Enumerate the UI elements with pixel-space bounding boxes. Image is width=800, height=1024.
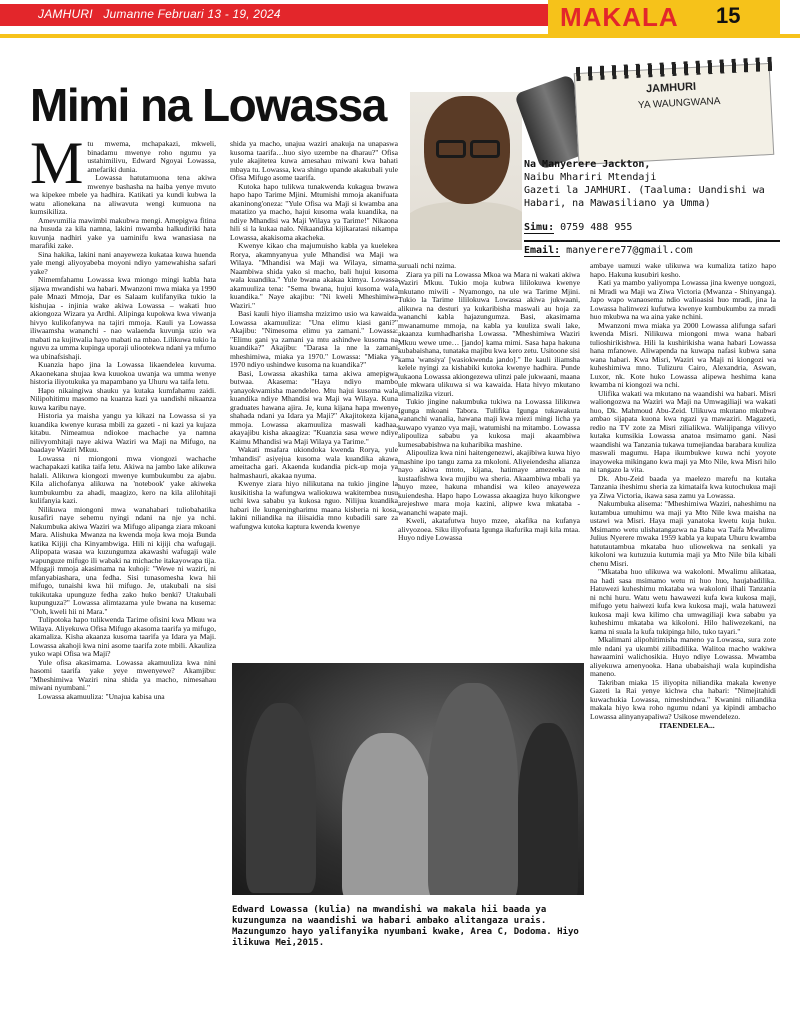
paragraph: shida ya macho, unajua waziri anakuja na unapaswa kusoma taarifa…huo siyo uzembe na dharau?" Ofisa yule akajitetea kuwa amesahau miwani kwa bahati mbaya tu. Lowassa, kwa shingo upande akakubali yule Ofisa Mifugo asome taarifa. — [230, 140, 398, 182]
photo-person-center — [342, 733, 432, 895]
paragraph: Tulipotoka hapo tulikwenda Tarime ofisini kwa Mkuu wa Wilaya. Aliyekuwa Ofisa Mifugo akasoma taarifa ya mifugo, akamaliza. Kisha akaanza kusoma taarifa ya Idara ya Maji. Lowassa akahoji kwa nini asome taarifa zote mbili. Akauliza yuko wapi Ofisa wa Maji? — [30, 615, 216, 658]
article-column-4 — [590, 262, 776, 982]
paragraph: Mkalimani alipohitimisha maneno ya Lowassa, sura zote mle ndani ya ukumbi zilibadilika. Walitoa macho wakiwa hawaamini walichosikia. Huyo ndiye Lowassa. Mwamba aliyekuwa amenyooka. Hana ubabaishaji wala kupindisha maneno. — [590, 635, 776, 678]
photo-person-right — [428, 683, 518, 895]
paragraph: Lowassa akamuuliza: "Unajua kabisa una — [38, 691, 165, 701]
phone-number[interactable]: 0759 488 955 — [560, 222, 633, 233]
paragraph: Kutoka hapo tulikwa tunakwenda kukagua bwawa hapo hapo Tarime Mjini. Mtumishi mmoja akanifuata akaninong'oneza: "Yule Ofisa wa Maji si kwamba ana matatizo ya macho, hajui kusoma wala kuandika, na ndiye Mhandisi wa Maji Wilaya ya Tarime!" Nikaona hili si la kukaa nalo. Nikaandika kijikaratasi nikampa Lowassa, akakisoma akacheka. — [230, 181, 398, 242]
portrait-glasses-right — [470, 140, 500, 158]
author-role: Naibu Mhariri Mtendaji — [524, 172, 657, 183]
paragraph: Mwanzoni mwa miaka ya 2000 Lowassa alifunga safari kwenda Misri. Nilikuwa miongoni mwa wana habari tulioshirikishwa. Hili la kushirikisha wana habari Lowassa hana mfanowe. Aliwapenda na kuwapa nafasi kubwa sana wana habari. Kwa Misri, Waziri wa Maji ni kiongozi wa kuheshimiwa mno. Tulizuru Cairo, Alexandria, Aswan, Luxor, nk. Kote huko Lowassa alipewa heshima kana kwamba ni kiongozi wa nchi. — [590, 320, 776, 389]
paragraph: Takriban miaka 15 iliyopita niliandika makala kwenye Gazeti la Rai yenye kichwa cha habari: "Nimejitahidi kuwachukia Lowassa, nimeshindwa." Kwanini niliandika makala hiyo kwa roho ngumu ndani ya kipindi ambacho Lowassa alinyanyapaliwa? Usikose mwendelezo. — [590, 677, 776, 721]
byline — [524, 158, 780, 210]
notebook-title: JAMHURI — [645, 80, 697, 96]
masthead-underline — [0, 34, 800, 38]
email-row — [524, 245, 780, 259]
paragraph: Nakumbuka alisema: "Mheshimiwa Waziri, naheshimu na kutambua umuhimu wa maji ya Mto Nile kwa maisha na ustawi wa Misri. Haya maji yanatoka kwetu kuja huku. Msimamo wetu ulishatangazwa na Baba wa Taifa Mwalimu Julius Nyerere mwaka 1959 kabla ya kupata Uhuru kwamba hatutautambua mkataba huo uliowekwa na senkali ya kikoloni wa kutuzuia kutumia maji ya Mto Nile bila kibali chenu Misri. — [590, 499, 776, 568]
masthead-issue-line — [38, 7, 281, 21]
paper-name: JAMHURI — [38, 7, 93, 21]
page-number: 15 — [716, 3, 741, 28]
author-portrait — [410, 92, 522, 250]
paragraph: Dk. Abu-Zeid baada ya maelezo marefu na kutaka Tanzania iheshimu sheria za kimataifa kwa kutochukua maji ya Ziwa Victoria, ikawa sasa zamu ya Lowassa. — [590, 473, 776, 500]
headline: Mimi na Lowassa — [30, 79, 386, 131]
email-address[interactable]: manyerere77@gmail.com — [566, 245, 693, 256]
phone-row — [524, 222, 780, 236]
paragraph: tu mwema, mchapakazi, mkweli, binadamu mwenye roho ngumu ya ustahimilivu, Edward Ngoyai Lowassa, amefariki dunia. — [87, 140, 216, 174]
paragraph: ambaye uamuzi wake ulikuwa wa kumaliza tatizo hapo hapo. Hakuna kusubiri kesho. — [590, 262, 776, 279]
photo-person-background — [518, 723, 578, 895]
paragraph: Kwenye kikao cha majumuisho kabla ya kuelekea Rorya, akamnyanyua yule Mhandisi wa Maji wa Wilaya. "Mhandisi wa Maji wa Wilaya, simama. Naambiwa shida yako si macho, bali hujui kusoma wala kuandika." Yule bwana akakaa kimya. Lowassa akamuuliza tena: "Sema bwana, hujui kusoma wala kuandika." Naye akajibu: "Ni kweli Mheshimiwa Waziri." — [230, 241, 398, 310]
paragraph: Kati ya mambo yaliyompa Lowassa jina kwenye uongozi, ni Mradi wa Maji wa Ziwa Victoria (Mwanza - Shinyanga). Japo wapo wanaosema ndio walioasisi huo mradi, jina la Lowassa halinwezi kufutwa kwenye kumbukumbu za mradi huo mkubwa na wa aina yake nchini. — [590, 278, 776, 321]
article-column-2 — [230, 140, 398, 655]
article-column-3 — [398, 262, 580, 655]
photo-person-left — [246, 703, 316, 893]
paragraph: Basi, Lowassa akashika tama akiwa amepigwa butwaa. Akasema: "Haya ndiyo mambo yanayokwamisha maendeleo. Mtu hajui kusoma wala kuandika ndiye Mhandisi wa Maji wa Wilaya. Kuna graduates hawana ajira. Je, kuna kijana hapa mwenye shahada ndani ya Idara ya Maji?" Akajitokeza kijana mmoja. Lowassa akamuuliza maswali kadhaa, akayajibu kisha akaagiza: "Kuanzia sasa wewe ndiye Kaimu Mhandisi wa Maji Wilaya ya Tarime." — [230, 368, 398, 446]
to-be-continued: ITAENDELEA... — [659, 721, 715, 730]
portrait-glasses-left — [436, 140, 466, 158]
author-contact — [524, 222, 780, 259]
paragraph: Lowassa hatutamuona tena akiwa mwenye bashasha na haiba yenye mvuto wa kipekee mbele ya hadhira. Katikati ya kundi kubwa la watu alionekana na aliwavuta wengi kumuona na kumsikiliza. — [30, 173, 216, 216]
paragraph: Yule ofisa akasimama. Lowassa akamuuliza kwa nini hasomi taarifa yake yeye mwenyewe? Akamjibu: "Mheshimiwa Waziri nina shida ya macho, nimesahau miwani nyumbani." — [30, 657, 216, 692]
contact-divider — [524, 240, 780, 242]
paragraph: Historia ya maisha yangu ya kikazi na Lowassa si ya kuandika kwenye kurasa mbili za gazeti - ni kazi ya kujaza kitabu. Nimeamua ndiokoe machache ya namna nilivyomhitaji naye akiwa Waziri wa Maji na Mifugo, na baadaye Waziri Mkuu. — [30, 411, 216, 454]
author-credentials: Gazeti la JAMHURI. (Taaluma: Uandishi wa Habari, na Mawasiliano ya Umma) — [524, 185, 765, 209]
notebook-subtitle: YA WAUNGWANA — [637, 95, 721, 112]
masthead — [0, 0, 800, 34]
paragraph: Nimemfahamu Lowassa kwa miongo mingi kabla hata sijawa mwandishi wa habari. Mwanzoni mwa miaka ya 1990 pale Mnazi Mmoja, Dar es Salaam kulifanyika tukio la kishujaa - injinia wake akiwa Lowassa – wakati huo akiongoza Wizara ya Ardhi. Alipinga kupokwa kwa viwanja hivyo kulikofanywa na tajiri mmoja. Kauli ya Lowassa iliwaamsha wananchi - nao walaenda kuvunja uzio wa mabati na kujitwalia hayo mabati na mbao. Lilikuwa tukio la nguvu za umma kupinga uporaji uliootekwa ndani ya mfumo wa ubinafsishaji. — [30, 275, 216, 361]
paragraph: suruali nchi nzima. — [398, 262, 456, 270]
email-label: Email: — [524, 245, 561, 256]
paragraph: Tukio jingine nakumbuka tukiwa na Lowassa lilikuwa Igunga mkoani Tabora. Tulifika Igunga tukawakuta wananchi wanalia, hawana maji kwa miezi mingi licha ya kuwapo vyanzo vya maji, watumishi na mitambo. Lowassa alipouliza sababu ya kukosa maji akaambiwa kumesababishwa na kuharibika mashine. — [398, 397, 580, 449]
section-title: MAKALA — [560, 2, 679, 32]
paragraph: Kuanzia hapo jina la Lowassa likaendelea kuvuma. Akaonekana shujaa kwa kuuokoa uwanja wa umma wenye historia iliyotukuka ya mapambano ya Uhuru wa taifa letu. — [30, 360, 216, 386]
issue-date: Jumanne Februari 13 - 19, 2024 — [103, 7, 281, 21]
phone-label: Simu: — [524, 222, 555, 233]
portrait-shirt — [410, 202, 522, 250]
paragraph: Lowassa ni miongoni mwa viongozi wachache wachapakazi katika taifa letu. Akiwa na jambo lake alikuwa halali. Alikuwa kiongozi mwenye kumbukumbu za ajabu. Kila alichofanya alikuwa na 'notebook' yake akiweka kumbukumbu za ahadi, maagizo, kero na kila alilohitaji kulifanyia kazi. — [30, 453, 216, 505]
paragraph: "Mkataba huo ulikuwa wa wakoloni. Mwalimu alikataa, na hadi sasa msimamo wetu ni huo huo, haujabadilika. Hatuwezi kuheshimu mkataba wa wakoloni ilhali Tanzania ni nchi huru. Watu wetu hawawezi kufa kwa kukosa maji, mifugo yetu haiwezi kufa kwa kukosa maji, wala hatuwezi kukosa maji kwa kilimo cha umwagiliaji kwa sababu ya kuheshimu mkataba wa kikoloni. Hilo haliwezekani, na kama ni suala la kufa tukipinga hilo, tuko tayari." — [590, 567, 776, 636]
paragraph: Alipouliza kwa nini haitengenezwi, akajibiwa kuwa hiyo mashine ipo tangu zama za mkoloni. Aliyeiendesha alianza nayo akiwa mtoto, kijana, hatimaye amezeeka na kustaafishwa kwa mujibu wa sheria. Akaambiwa mbali ya huyo mzee, hakuna mhandisi wa kileo anayeweza kuiendesha. Hapo hapo Lowassa akaagiza huyo kikongwe arejeshwe mara moja kazini, alipwe kwa mkataba - wananchi wapate maji. — [398, 448, 580, 517]
paragraph: Sina hakika, lakini nani anayeweza kukataa kuwa huenda yale mengi aliyoyabeba moyoni ndiyo yamewahisha safari yake? — [30, 249, 216, 276]
paragraph: Basi kauli hiyo iliamsha mzizimo usio wa kawaida. Lowassa akamuuliza: "Una elimu kiasi gani?" Akajibu: "Nimesoma elimu ya zamani." Lowassa: "Elimu gani ya zamani ya mtu ashindwe kusoma na kuandika?" Akajibu: "Darasa la nne la zamani mheshimiwa, miaka ya 1970." Lowassa: "Miaka ya 1970 ndiyo ushindwe kusoma na kuandika?" — [230, 309, 398, 369]
paragraph: Ulifika wakati wa mkutano na waandishi wa habari. Misri waliongozwa na Waziri wa Maji na Umwagiliaji wa wakati huo, Dk. Mahmoud Abu-Zeid. Ulikuwa mkutano mkubwa ambao sijapata kuona kwa ngazi ya mawaziri. Magazeti, redio na TV zote za Misri zilialikwa. Walijipanga vilivyo kutaka kumsikia Lowassa anatoa msimamo gani. Nasi waandishi wa Tanzania tukawa tumejiandaa barabara kuuliza maswali magumu. Hapa ikumbukwe kuwa nchi yoyote inayoweka mikingano kwa maji ya Mto Nile, kwa Misri hilo ni tangazo la vita. — [590, 388, 776, 474]
paragraph: Kwenye ziara hiyo nilikutana na tukio jingine la kusikitisha la wafungwa waliokuwa wakitembea nusu uchi kwa sababu ya kukosa nguo. Nilijua kuandika habari ile kungeningharimu maana kisheria ni kosa, lakini niliandika na iliisaidia mno kubadili sare za wafungwa kutoka kaptura kwenda kwenye — [230, 479, 398, 531]
column-logo-notebook — [526, 62, 776, 162]
news-photo — [232, 663, 584, 895]
paragraph: Hapo nikaingiwa shauku ya kutaka kumfahamu zaidi. Nilipohitimu masomo na kuanza kazi ya uandishi nikaanza kuwa karibu naye. — [30, 385, 216, 412]
paragraph: Ziara ya pili na Lowassa Mkoa wa Mara ni wakati akiwa Waziri Mkuu. Tukio moja kubwa lililokuwa kwenye mkutano miwili - Nyamongo, na ule wa Tarime Mjini. Tukio la Tarime lililokuwa Lowassa akiwa jukwaani, alikuwa na desturi ya kukaribisha maswali au hoja za wananchi kabla hajazungumza. Basi, akasimama mwanamume mmoja, na kabla ya kuuliza swali lake, akaanza kumhadharisha Lowassa. "Mheshimiwa Waziri Mkuu wewe ume… [jando] kama mimi. Sasa hapa hakuna kubabaishana, tunataka majibu kwa kero zetu. Usitoone sisi kama 'wansiya' [wasiokwenda jando]." Ile kauli iliamsha kelele nyingi za kishabiki kutoka kwenye hadhira. Punde tukaona Lowassa akiongezewa ulinzi pale jukwaani, maana ule mkwara ulikuwa si wa kawaida. Hata hivyo mkutano ulimalizika vizuri. — [398, 269, 580, 398]
photo-caption: Edward Lowassa (kulia) na mwandishi wa makala hii baada ya kuzungumza na waandishi wa habari ambako alitangaza urais. Mazungumzo hayo yalifanyika nyumbani kwake, Area C, Dodoma. Hiyo ilikuwa Mei,2015. — [232, 905, 579, 948]
author-name: Na Manyerere Jackton, — [524, 159, 651, 170]
dropcap: M — [30, 140, 84, 196]
paragraph: Kweli, akatafutwa huyo mzee, akafika na kufanya alivyozoea. Siku iliyofuata Igunga ikafurika maji kila mtaa. Huyo ndiye Lowassa — [398, 516, 580, 542]
paragraph: Amevumilia mawimbi makubwa mengi. Amepigwa fitina na husuda za kila namna, lakini mwamba halkudiriki hata kuvunja nadhiri yake ya uaminifu kwa wanasiasa na marafiki zake. — [30, 215, 216, 250]
article-column-1 — [30, 140, 216, 970]
paragraph: Wakati msafara ukiondoka kwenda Rorya, yule 'mhandisi' asiyejua kusoma wala kuandika akawa ameitacha gari. Akaenda kudandia pick-up moja ya halmashauri, akakaa nyuma. — [230, 445, 398, 480]
paragraph: Nilikuwa miongoni mwa wanahabari tuliobahatika kusafiri naye sehemu nyingi ndani na nje ya nchi. Nakumbuka akiwa Waziri wa Mifugo alipanga ziara mkoani Mara. Alishuka Mwanza na kwenda moja kwa moja Bunda katika Kijiji cha Kinyambwiga. Hili ni kijiji cha wafugaji. Alipopata wasaa wa kuzungumza akawashi wafugaji wale wapunguze mifugo ili wabaki na michache itakayowapa tija. Mfugaji mmoja akasimama na kuhoji: "Wewe ni waziri, ni mfanyabiashara, una fedha. Sisi tunasomesha kwa hii mifugo, tunaishi kwa hii mifugo. Je, utakubali na sisi tukikutaka upunguze fedha zako huko benki? Utakubali kupunguza?" Lowassa alimtazama yule bwana na kusema: "Ooh, kweli hii ni Mara." — [30, 504, 216, 616]
